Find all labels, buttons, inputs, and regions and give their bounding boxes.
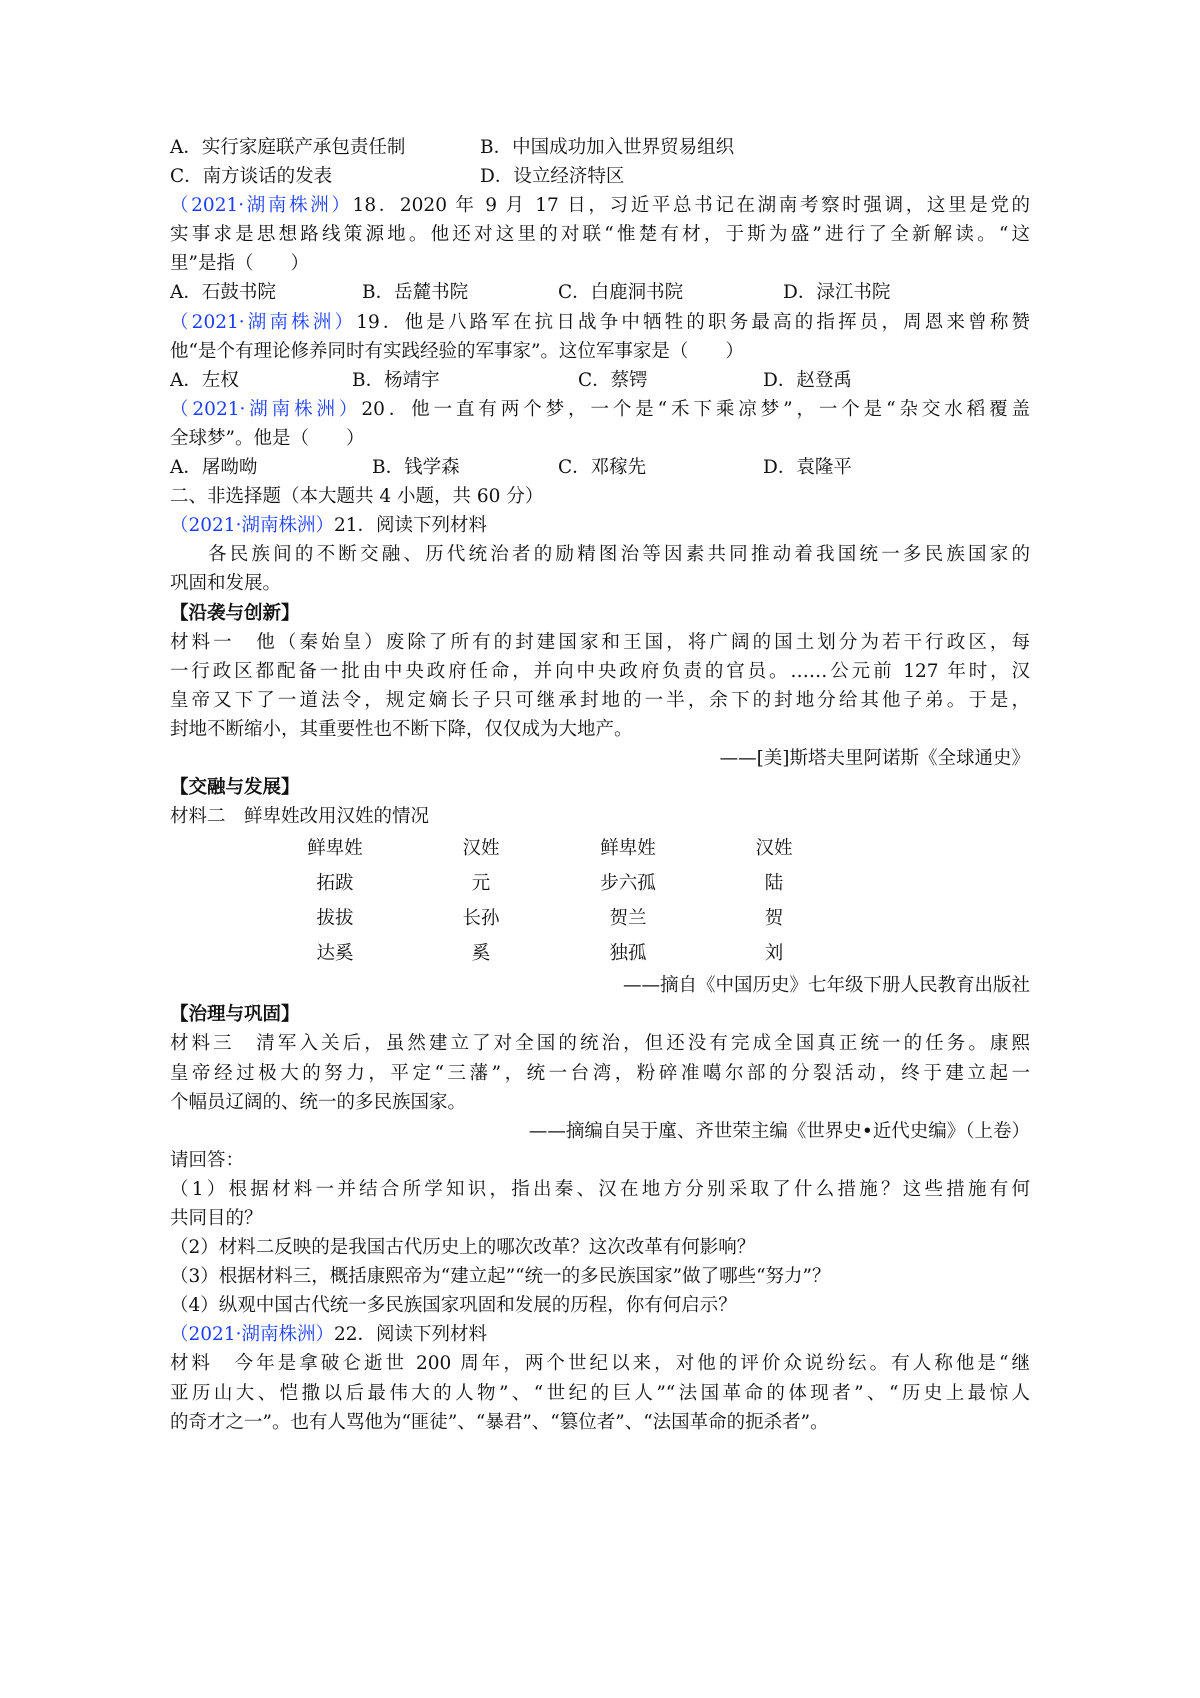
option-b: B．中国成功加入世界贸易组织 bbox=[480, 137, 735, 158]
material-line: 皇帝又下了一道法令，规定嫡长子只可继承封地的一半，余下的封地分给其他子弟。于是， bbox=[170, 689, 1030, 711]
material-line: 材料三 清军入关后，虽然建立了对全国的统治，但还没有完成全国真正统一的任务。康熙 bbox=[170, 1033, 1030, 1055]
q19-line: 他“是个有理论修养同时有实践经验的军事家”。这位军事家是（ ） bbox=[170, 340, 744, 362]
sub-question: （2）材料二反映的是我国古代历史上的哪次改革？这次改革有何影响？ bbox=[170, 1237, 756, 1259]
question-text: 22．阅读下列材料 bbox=[333, 1324, 488, 1346]
q18-line: 实事求是思想路线策源地。他还对这里的对联“惟楚有材，于斯为盛”进行了全新解读。“这 bbox=[170, 224, 1030, 246]
option-b: B．钱学森 bbox=[372, 457, 460, 479]
option-c: C．南方谈话的发表 bbox=[170, 166, 333, 188]
table-cell: 陆 bbox=[764, 873, 784, 895]
option-c: C．邓稼先 bbox=[558, 457, 647, 479]
table-cell: 贺 bbox=[764, 908, 784, 930]
surname-table bbox=[170, 831, 1030, 971]
table-cell: 步六孤 bbox=[600, 873, 656, 895]
source-tag: （2021·湖南株洲） bbox=[170, 195, 353, 217]
material-line: 材料一 他（秦始皇）废除了所有的封建国家和王国，将广阔的国土划分为若干行政区，每 bbox=[170, 631, 1030, 653]
table-row bbox=[170, 936, 1030, 971]
table-cell: 长孙 bbox=[462, 908, 500, 930]
material-line: 材料二 鲜卑姓改用汉姓的情况 bbox=[170, 806, 430, 828]
q21-title bbox=[170, 511, 1030, 540]
document-content bbox=[170, 133, 1030, 1437]
table-cell: 达奚 bbox=[316, 943, 354, 965]
q18-line bbox=[170, 191, 1030, 220]
q21-intro: 巩固和发展。 bbox=[170, 573, 282, 595]
q20-options bbox=[170, 453, 1030, 482]
q17-options-row2 bbox=[170, 162, 1030, 191]
answer-prompt: 请回答： bbox=[170, 1149, 245, 1171]
q18-line: 里”是指（ ） bbox=[170, 253, 309, 275]
option-d: D．袁隆平 bbox=[763, 457, 852, 479]
material-source: ——摘自《中国历史》七年级下册人民教育出版社 bbox=[622, 975, 1030, 997]
option-c: C．蔡锷 bbox=[578, 369, 648, 391]
table-cell: 元 bbox=[471, 873, 491, 895]
option-a: A．石鼓书院 bbox=[170, 282, 276, 304]
material-line: 一行政区都配备一批由中央政府任命，并向中央政府负责的官员。……公元前 127 年时，汉 bbox=[170, 660, 1030, 682]
table-cell: 拔拔 bbox=[316, 908, 354, 930]
material-line: 材料 今年是拿破仑逝世 200 周年，两个世纪以来，对他的评价众说纷纭。有人称他是“继 bbox=[170, 1353, 1030, 1375]
material-line: 皇帝经过极大的努力，平定“三藩”，统一台湾，粉碎准噶尔部的分裂活动，终于建立起一 bbox=[170, 1062, 1030, 1084]
section-heading: 二、非选择题（本大题共 4 小题，共 60 分） bbox=[170, 486, 544, 508]
subheading: 【治理与巩固】 bbox=[170, 1004, 300, 1026]
source-tag: （2021·湖南株洲） bbox=[170, 398, 362, 420]
table-row bbox=[170, 901, 1030, 936]
q17-options-row1 bbox=[170, 133, 1030, 162]
material-source: ——摘编自吴于廑、齐世荣主编《世界史•近代史编》（上卷） bbox=[528, 1120, 1030, 1142]
option-d: D．赵登禹 bbox=[763, 369, 852, 391]
q19-options bbox=[170, 366, 1030, 395]
q18-options bbox=[170, 278, 1030, 307]
table-cell: 独孤 bbox=[609, 943, 647, 965]
option-a: A．实行家庭联产承包责任制 bbox=[170, 137, 406, 158]
source-tag: （2021·湖南株洲） bbox=[170, 311, 357, 333]
question-text: 19．他是八路军在抗日战争中牺牲的职务最高的指挥员，周恩来曾称赞 bbox=[356, 311, 1031, 333]
q22-title bbox=[170, 1320, 1030, 1349]
question-text: 20．他一直有两个梦，一个是“禾下乘凉梦”，一个是“杂交水稻覆盖 bbox=[361, 398, 1030, 420]
q20-line: 全球梦”。他是（ ） bbox=[170, 427, 365, 449]
table-cell: 奚 bbox=[471, 943, 491, 965]
option-a: A．左权 bbox=[170, 369, 239, 391]
table-header-cell: 汉姓 bbox=[755, 838, 793, 860]
subheading: 【沿袭与创新】 bbox=[170, 602, 300, 624]
option-a: A．屠呦呦 bbox=[170, 457, 258, 479]
table-header-cell: 鲜卑姓 bbox=[600, 838, 656, 860]
q19-line bbox=[170, 308, 1030, 337]
option-d: D．渌江书院 bbox=[783, 282, 891, 304]
sub-question: （3）根据材料三，概括康熙帝为“建立起”“统一的多民族国家”做了哪些“努力”？ bbox=[170, 1266, 831, 1288]
table-header-cell: 汉姓 bbox=[462, 838, 500, 860]
source-tag: （2021·湖南株洲） bbox=[170, 1324, 334, 1346]
table-row bbox=[170, 866, 1030, 901]
question-text: 18．2020 年 9 月 17 日，习近平总书记在湖南考察时强调，这里是党的 bbox=[352, 195, 1030, 217]
material-line: 亚历山大、恺撒以后最伟大的人物”、“世纪的巨人”“法国革命的体现者”、“历史上最惊人 bbox=[170, 1382, 1030, 1404]
material-line: 的奇才之一”。也有人骂他为“匪徒”、“暴君”、“篡位者”、“法国革命的扼杀者”。 bbox=[170, 1411, 829, 1433]
option-d: D．设立经济特区 bbox=[480, 166, 625, 188]
option-c: C．白鹿洞书院 bbox=[558, 282, 684, 304]
table-cell: 刘 bbox=[764, 943, 784, 965]
table-cell: 拓跋 bbox=[316, 873, 354, 895]
material-line: 个幅员辽阔的、统一的多民族国家。 bbox=[170, 1091, 467, 1113]
source-tag: （2021·湖南株洲） bbox=[170, 515, 334, 537]
table-cell: 贺兰 bbox=[609, 908, 647, 930]
q20-line bbox=[170, 395, 1030, 424]
subheading: 【交融与发展】 bbox=[170, 777, 300, 799]
q21-intro: 各民族间的不断交融、历代统治者的励精图治等因素共同推动着我国统一多民族国家的 bbox=[208, 544, 1030, 566]
table-header bbox=[170, 831, 1030, 866]
sub-question: 共同目的？ bbox=[170, 1208, 263, 1229]
material-line: 封地不断缩小，其重要性也不断下降，仅仅成为大地产。 bbox=[170, 718, 633, 740]
sub-question: （4）纵观中国古代统一多民族国家巩固和发展的历程，你有何启示？ bbox=[170, 1295, 737, 1317]
material-source: ——[美]斯塔夫里阿诺斯《全球通史》 bbox=[719, 747, 1030, 769]
table-header-cell: 鲜卑姓 bbox=[307, 838, 363, 860]
sub-question: （1）根据材料一并结合所学知识，指出秦、汉在地方分别采取了什么措施？这些措施有何 bbox=[170, 1178, 1030, 1200]
option-b: B．杨靖宇 bbox=[352, 369, 440, 391]
option-b: B．岳麓书院 bbox=[362, 282, 469, 304]
question-text: 21．阅读下列材料 bbox=[333, 515, 488, 537]
